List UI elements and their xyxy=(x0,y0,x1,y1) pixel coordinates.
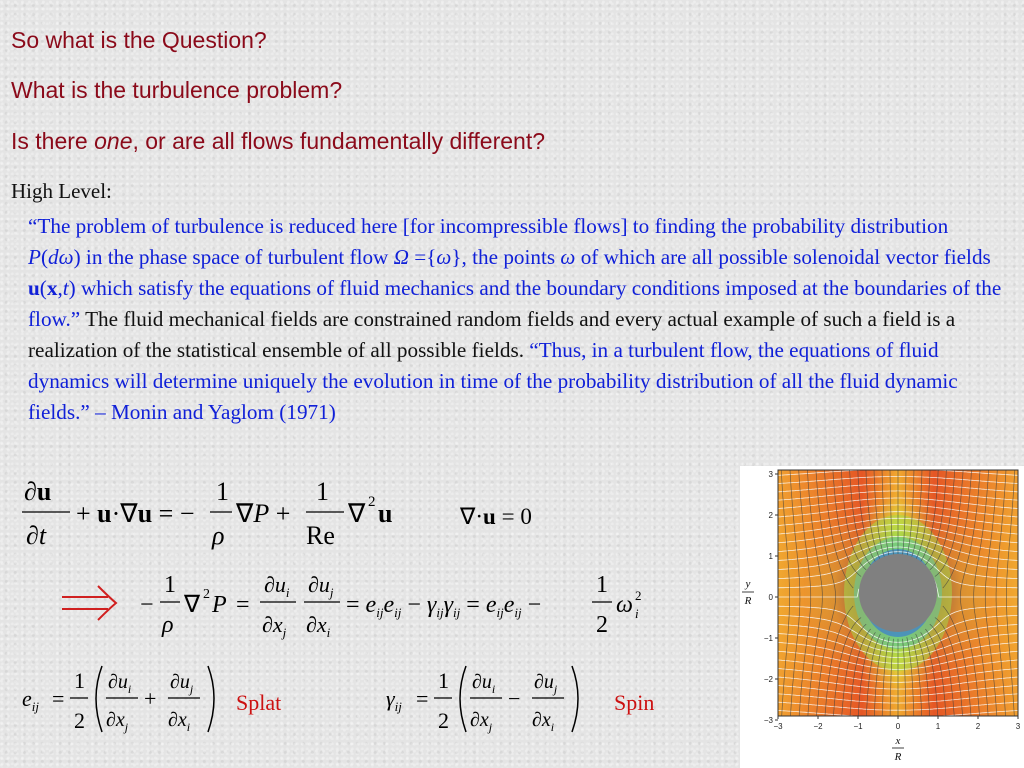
svg-text:∂xj: $\partial x_j$ xyxy=(106,709,129,734)
quote-symbol-omega-1: ω xyxy=(436,245,452,269)
y-tick-label: 3 xyxy=(768,470,773,479)
svg-text:ρ: ρ xyxy=(212,521,225,550)
svg-text:=: = xyxy=(236,592,250,618)
svg-text:1: 1 xyxy=(316,477,329,506)
svg-text:2: 2 xyxy=(203,587,210,602)
x-tick-label: 1 xyxy=(935,722,941,731)
svg-text:= eijeij − γijγij = eijeij −: = $e_{ij}e_{ij} - \gamma_{ij}\gamma_{ij} = e_{ij}e_{ij}$ − xyxy=(346,592,542,620)
svg-text:∇: ∇ xyxy=(184,592,201,618)
strain-rate-definition xyxy=(18,660,228,740)
svg-text:i: i xyxy=(635,606,639,621)
svg-text:−: − xyxy=(140,592,154,618)
quote-part-7: ( xyxy=(39,276,47,300)
svg-text:u: u xyxy=(378,499,393,528)
svg-text:1: 1 xyxy=(216,477,229,506)
svg-text:1: 1 xyxy=(596,572,608,598)
quote-symbol-domega: dω xyxy=(48,245,74,269)
quote-part-1: “The problem of turbulence is reduced here [for incompressible flows] to finding the probability distribution xyxy=(28,214,949,238)
quote-symbol-u: u xyxy=(28,276,40,300)
quote-symbol-t: t xyxy=(62,276,69,300)
question-3-emphasis: one xyxy=(94,128,133,154)
svg-text:∂ui: $\partial u_i$ xyxy=(264,572,290,600)
svg-text:∂xi: $\partial x_i$ xyxy=(168,709,191,734)
cylinder-flow-plot xyxy=(740,466,1024,768)
svg-text:∂xj: $\partial x_j$ xyxy=(262,612,287,640)
y-tick-label: 0 xyxy=(768,593,773,602)
y-axis-label-den: R xyxy=(744,595,752,607)
pressure-poisson-equation xyxy=(60,566,680,642)
quote-part-8: , xyxy=(57,276,63,300)
svg-text:2: 2 xyxy=(596,612,608,638)
svg-text:∇: ∇ xyxy=(348,499,366,528)
cylinder xyxy=(859,554,937,632)
svg-text:2: 2 xyxy=(74,708,85,733)
question-1: So what is the Question? xyxy=(11,27,267,53)
svg-text:=: = xyxy=(52,686,65,711)
continuity-equation xyxy=(458,500,568,534)
svg-text:∂u: ∂u xyxy=(24,477,52,506)
y-axis-label-num: y xyxy=(745,578,751,590)
spin-label: Spin xyxy=(614,690,655,715)
svg-text:∂xi: $\partial x_i$ xyxy=(532,709,555,734)
rotation-rate-definition xyxy=(382,660,592,740)
quote-symbol-x: x xyxy=(46,276,58,300)
y-tick-label: −3 xyxy=(763,716,773,725)
svg-text:ω: ω xyxy=(616,592,633,618)
svg-text:1: 1 xyxy=(164,572,176,598)
svg-text:∂uj: $\partial u_j$ xyxy=(170,671,194,696)
svg-text:+ u·∇u = −: + u·∇u = − xyxy=(76,499,195,528)
x-tick-label: −2 xyxy=(813,722,823,731)
quote-part-9: ) which satisfy the equations of fluid mechanics and the boundary conditions imposed at the boundaries of the flow.” xyxy=(28,276,1002,331)
x-tick-label: 3 xyxy=(1015,722,1021,731)
x-axis-label-den: R xyxy=(894,751,902,763)
x-axis-label-num: x xyxy=(895,735,901,747)
svg-text:2: 2 xyxy=(635,588,642,603)
quote-part-2: ( xyxy=(40,245,49,269)
svg-text:∇·u = 0: ∇·u = 0 xyxy=(460,504,532,529)
svg-text:1: 1 xyxy=(438,668,449,693)
question-3-before: Is there xyxy=(11,128,95,154)
svg-text:∂t: ∂t xyxy=(26,521,47,550)
svg-text:eij: $e_{ij}$ xyxy=(22,686,39,714)
svg-text:∇P +: ∇P + xyxy=(236,499,291,528)
x-tick-label: 2 xyxy=(975,722,981,731)
x-tick-label: 0 xyxy=(895,722,901,731)
question-2: What is the turbulence problem? xyxy=(11,77,343,103)
svg-text:P: P xyxy=(212,592,227,618)
splat-label: Splat xyxy=(236,690,282,715)
quote-part-6: of which are all possible solenoidal vector fields xyxy=(575,245,991,269)
svg-text:2: 2 xyxy=(438,708,449,733)
y-tick-label: 1 xyxy=(768,552,773,561)
svg-text:∂ui: $\partial u_i$ xyxy=(108,671,132,696)
quote-part-5: }, the points xyxy=(451,245,561,269)
navier-stokes-equation xyxy=(18,472,438,552)
x-tick-label: −1 xyxy=(853,722,863,731)
svg-text:−: − xyxy=(508,686,521,711)
svg-text:∂uj: $\partial u_j$ xyxy=(308,572,334,600)
svg-text:2: 2 xyxy=(368,494,376,510)
plain-text: The fluid mechanical fields are constrained random fields and every actual example of such a field is a realization of the statistical ensemble of all possible fields. xyxy=(28,307,956,362)
plot-field xyxy=(763,466,1024,732)
svg-text:∂uj: $\partial u_j$ xyxy=(534,671,558,696)
y-tick-label: −2 xyxy=(763,675,773,684)
y-tick-label: −1 xyxy=(763,634,773,643)
second-quote: “Thus, in a turbulent flow, the equations of fluid dynamics will determine uniquely the evolution in time of the probability distribution of all the fluid dynamic fields.” – Monin and Yaglom (1971) xyxy=(28,338,958,424)
y-tick-label: 2 xyxy=(768,511,773,520)
implies-arrow-icon xyxy=(62,586,116,620)
x-tick-label: −3 xyxy=(773,722,783,731)
svg-text:1: 1 xyxy=(74,668,85,693)
svg-text:γij: $\gamma_{ij}$ xyxy=(386,686,402,714)
question-3-after: , or are all flows fundamentally different? xyxy=(132,128,546,154)
question-3 xyxy=(11,128,545,155)
quote-paragraph xyxy=(28,211,1003,428)
quote-symbol-omega-2: ω xyxy=(560,245,576,269)
svg-text:ρ: ρ xyxy=(162,612,174,638)
quote-part-3: ) in the phase space of turbulent flow xyxy=(73,245,394,269)
svg-text:∂xi: $\partial x_i$ xyxy=(306,612,331,640)
quote-symbol-P: P xyxy=(28,245,41,269)
svg-text:Re: Re xyxy=(306,521,335,550)
svg-text:=: = xyxy=(416,686,429,711)
quote-part-4: ={ xyxy=(408,245,437,269)
svg-text:∂ui: $\partial u_i$ xyxy=(472,671,496,696)
svg-text:∂xj: $\partial x_j$ xyxy=(470,709,493,734)
high-level-heading: High Level: xyxy=(11,179,112,203)
quote-symbol-Omega: Ω xyxy=(393,245,409,269)
svg-text:+: + xyxy=(144,686,157,711)
